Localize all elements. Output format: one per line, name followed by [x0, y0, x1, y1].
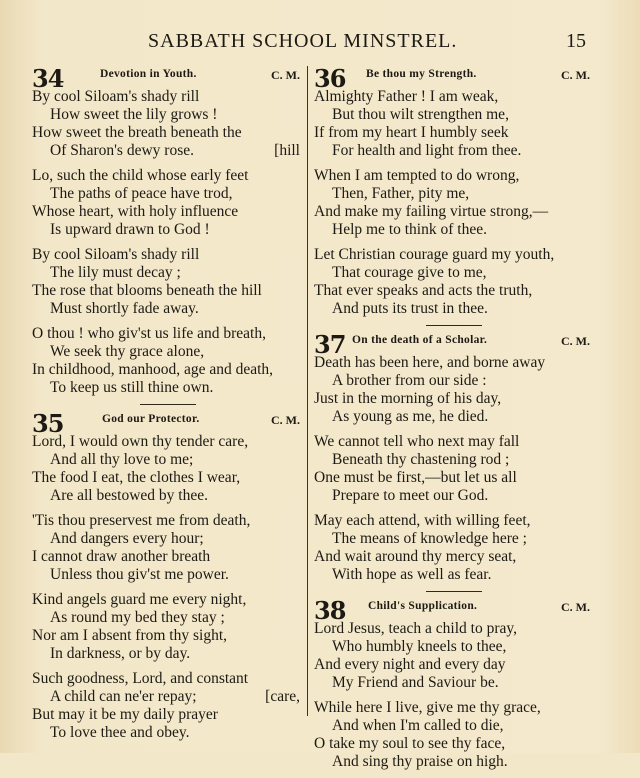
hymn-meter: C. M. — [271, 413, 300, 427]
hymn-number: 38 — [314, 596, 346, 625]
verse-line: And when I'm called to die, — [332, 717, 504, 734]
carry-over-word: [hill — [274, 142, 300, 159]
hymn-heading — [32, 409, 304, 438]
hymn-meter: C. M. — [561, 600, 590, 614]
verse-line: If from my heart I humbly seek — [314, 124, 509, 141]
verse-line: That courage give to me, — [332, 264, 487, 281]
verse-line: One must be first,—but let us all — [314, 469, 517, 486]
hymn-heading — [32, 64, 304, 93]
verse-line: As round my bed they stay ; — [50, 609, 225, 626]
verse-line: The paths of peace have trod, — [50, 185, 233, 202]
verse-line: And every night and every day — [314, 656, 506, 673]
verse-line: Such goodness, Lord, and constant — [32, 670, 249, 687]
verse-line: Whose heart, with holy influence — [32, 203, 239, 220]
verse-line: By cool Siloam's shady rill — [32, 246, 200, 263]
hymn-36 — [314, 66, 594, 318]
verse-line: Is upward drawn to God ! — [50, 221, 210, 238]
verse-line: Who humbly kneels to thee, — [332, 638, 507, 655]
stanza — [314, 433, 594, 505]
stanza — [32, 246, 304, 318]
verse-line: Death has been here, and borne away — [314, 354, 546, 371]
verse-line: How sweet the breath beneath the — [32, 124, 242, 141]
verse-line: Just in the morning of his day, — [314, 390, 502, 407]
verse-line: By cool Siloam's shady rill — [32, 88, 200, 105]
verse-line: O thou ! who giv'st us life and breath, — [32, 325, 266, 342]
hymn-34 — [32, 66, 304, 397]
running-title: SABBATH SCHOOL MINSTREL. — [148, 30, 458, 52]
hymn-35 — [32, 411, 304, 742]
stanza — [314, 699, 594, 771]
hymn-title: God our Protector. — [102, 413, 200, 425]
stanza — [32, 88, 304, 160]
verse-line: My Friend and Saviour be. — [332, 674, 499, 691]
hymn-number: 36 — [314, 64, 346, 93]
hymn-title: Child's Supplication. — [368, 600, 478, 612]
verse-line: O take my soul to see thy face, — [314, 735, 506, 752]
verse-line: For health and light from thee. — [332, 142, 522, 159]
hymn-meter: C. M. — [561, 334, 590, 348]
verse-line: I cannot draw another breath — [32, 548, 211, 565]
column-divider — [307, 66, 308, 716]
verse-line: And make my failing virtue strong,— — [314, 203, 549, 220]
stanza — [314, 88, 594, 160]
hymn-meter: C. M. — [271, 68, 300, 82]
verse-line: Lord Jesus, teach a child to pray, — [314, 620, 518, 637]
stanza — [32, 167, 304, 239]
stanza — [314, 167, 594, 239]
verse-line: Almighty Father ! I am weak, — [314, 88, 499, 105]
stanza — [32, 512, 304, 584]
left-column — [32, 66, 304, 749]
hymn-title: Be thou my Strength. — [366, 68, 477, 80]
verse-line: A brother from our side : — [332, 372, 487, 389]
verse-line-text: A child can ne'er repay; — [50, 688, 197, 705]
verse-line: Then, Father, pity me, — [332, 185, 470, 202]
hymn-38 — [314, 598, 594, 771]
hymn-title: Devotion in Youth. — [100, 68, 197, 80]
verse-line: 'Tis thou preservest me from death, — [32, 512, 251, 529]
verse-line: And wait around thy mercy seat, — [314, 548, 517, 565]
verse-line: To love thee and obey. — [50, 724, 190, 741]
verse-line: Prepare to meet our God. — [332, 487, 489, 504]
stanza — [314, 354, 594, 426]
verse-line: In childhood, manhood, age and death, — [32, 361, 274, 378]
verse-line: But thou wilt strengthen me, — [332, 106, 509, 123]
verse-line: That ever speaks and acts the truth, — [314, 282, 533, 299]
verse-line: In darkness, or by day. — [50, 645, 191, 662]
verse-line: And dangers every hour; — [50, 530, 204, 547]
right-column — [314, 66, 594, 778]
verse-line: Must shortly fade away. — [50, 300, 199, 317]
hymn-separator — [426, 325, 482, 326]
stanza — [32, 670, 304, 742]
hymn-separator — [140, 404, 196, 405]
verse-line: We cannot tell who next may fall — [314, 433, 520, 450]
verse-line: The food I eat, the clothes I wear, — [32, 469, 241, 486]
verse-line: The means of knowledge here ; — [332, 530, 527, 547]
verse-line: We seek thy grace alone, — [50, 343, 205, 360]
verse-line: Lo, such the child whose early feet — [32, 167, 249, 184]
verse-line — [32, 142, 304, 160]
stanza — [32, 433, 304, 505]
verse-line: Beneath thy chastening rod ; — [332, 451, 510, 468]
verse-line: Nor am I absent from thy sight, — [32, 627, 228, 644]
page-header — [0, 30, 640, 60]
verse-line: But may it be my daily prayer — [32, 706, 218, 723]
verse-line: Are all bestowed by thee. — [50, 487, 208, 504]
stanza — [314, 246, 594, 318]
verse-line-text: Of Sharon's dewy rose. — [50, 142, 194, 159]
verse-line: Let Christian courage guard my youth, — [314, 246, 555, 263]
verse-line: While here I live, give me thy grace, — [314, 699, 541, 716]
verse-line: Help me to think of thee. — [332, 221, 487, 238]
verse-line: And puts its trust in thee. — [332, 300, 488, 317]
verse-line: With hope as well as fear. — [332, 566, 492, 583]
verse-line: And sing thy praise on high. — [332, 753, 508, 770]
hymn-heading — [314, 64, 594, 93]
hymn-number: 37 — [314, 330, 346, 359]
carry-over-word: [care, — [265, 688, 300, 705]
verse-line: Lord, I would own thy tender care, — [32, 433, 249, 450]
hymn-number: 34 — [32, 64, 64, 93]
verse-line: Unless thou giv'st me power. — [50, 566, 229, 583]
verse-line: As young as me, he died. — [332, 408, 489, 425]
stanza — [314, 512, 594, 584]
stanza — [32, 591, 304, 663]
page-number: 15 — [566, 30, 586, 52]
verse-line: The lily must decay ; — [50, 264, 181, 281]
verse-line: May each attend, with willing feet, — [314, 512, 531, 529]
stanza — [314, 620, 594, 692]
hymn-title: On the death of a Scholar. — [352, 334, 488, 346]
hymn-meter: C. M. — [561, 68, 590, 82]
hymn-37 — [314, 332, 594, 584]
verse-line — [32, 688, 304, 706]
verse-line: Kind angels guard me every night, — [32, 591, 247, 608]
hymn-number: 35 — [32, 409, 64, 438]
verse-line: The rose that blooms beneath the hill — [32, 282, 262, 299]
hymn-heading — [314, 596, 594, 625]
verse-line: When I am tempted to do wrong, — [314, 167, 520, 184]
hymn-heading — [314, 330, 594, 359]
verse-line: How sweet the lily grows ! — [50, 106, 218, 123]
stanza — [32, 325, 304, 397]
hymn-separator — [426, 591, 482, 592]
verse-line: And all thy love to me; — [50, 451, 194, 468]
verse-line: To keep us still thine own. — [50, 379, 214, 396]
